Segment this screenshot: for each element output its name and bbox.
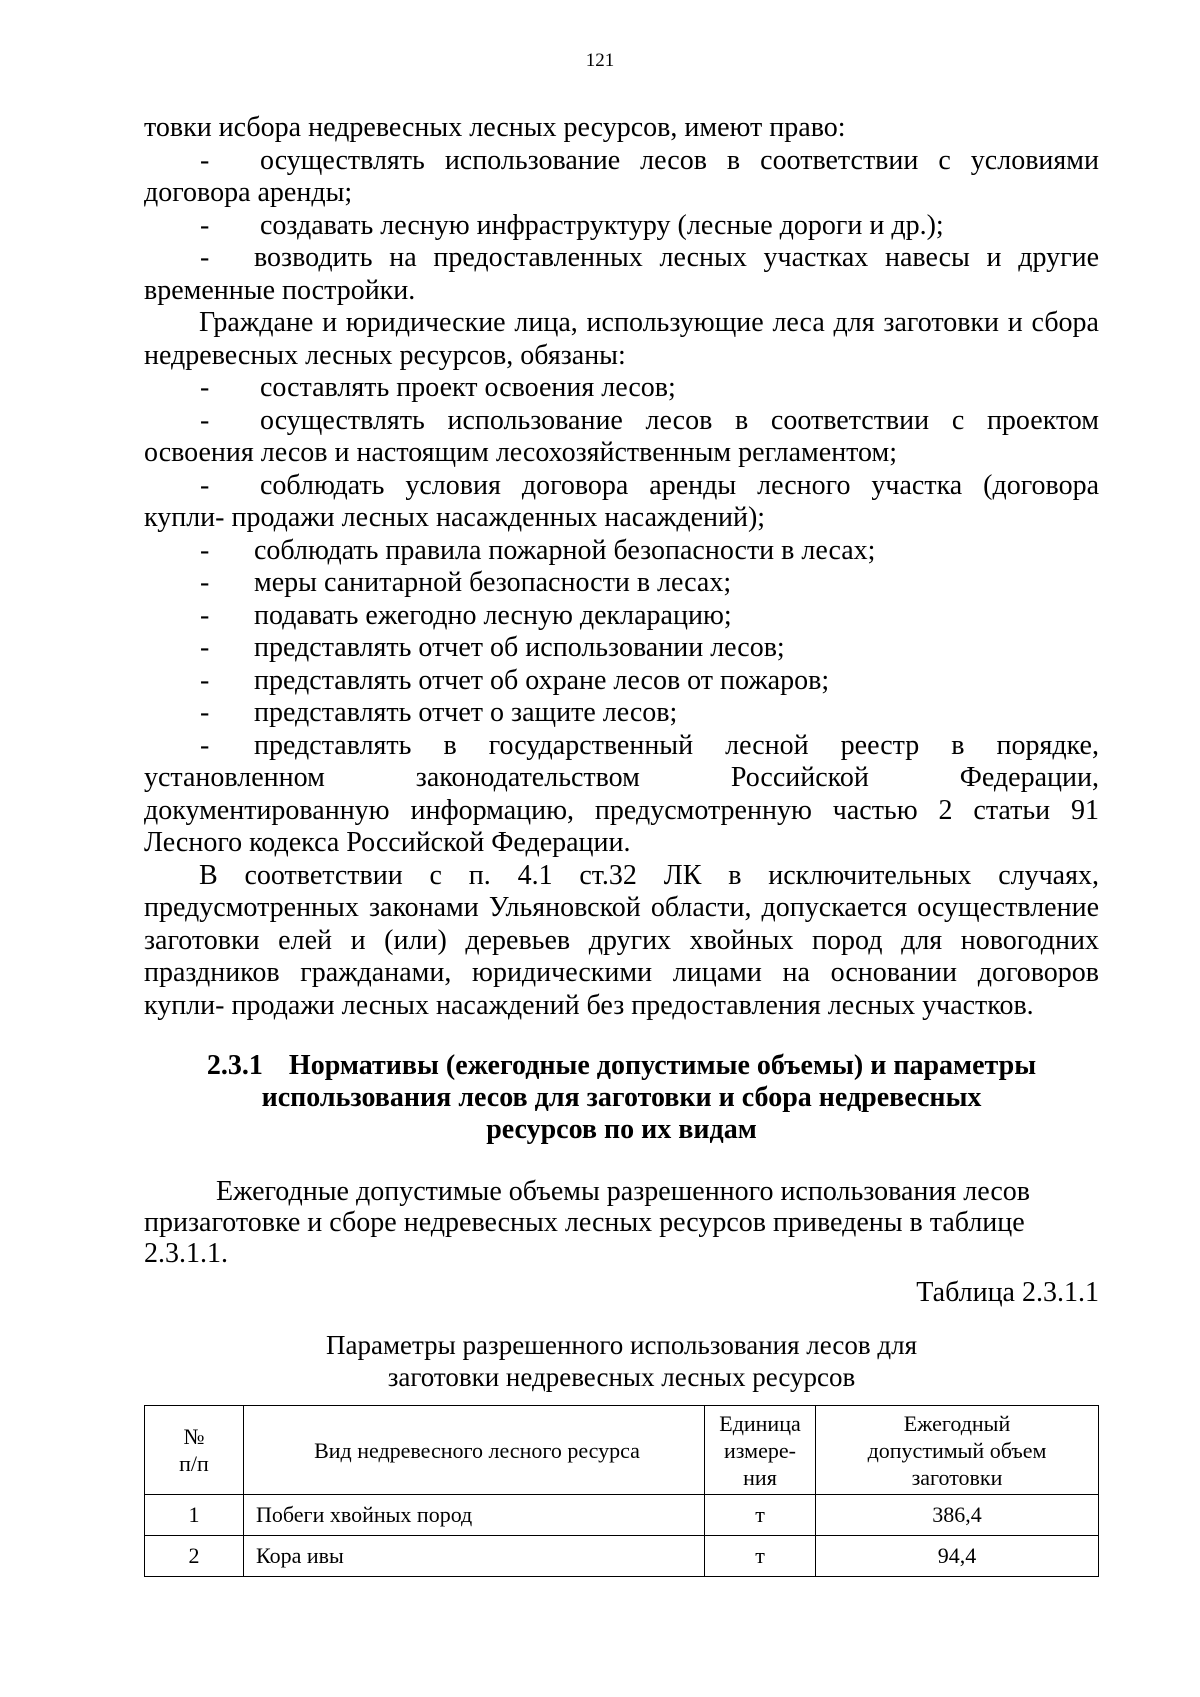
dash-bullet: -: [200, 144, 210, 176]
table-label: Таблица 2.3.1.1: [916, 1277, 1099, 1308]
cell-volume: 386,4: [816, 1495, 1099, 1536]
dash-bullet: -: [200, 242, 210, 273]
dash-bullet: -: [200, 632, 210, 663]
list-item: - осуществлять использование лесов в соответствии с проектом освоения лесов и настоящим лесохозяйственным регламентом;: [144, 404, 1099, 468]
dash-bullet: -: [200, 729, 210, 761]
list-item: - соблюдать правила пожарной безопасности в лесах;: [200, 534, 876, 566]
table-row: [145, 1536, 1099, 1577]
cell-unit: т: [705, 1495, 816, 1536]
table-header-row: [145, 1406, 1099, 1495]
list-item: - составлять проект освоения лесов;: [200, 372, 676, 403]
table-title: Параметры разрешенного использования лесов для заготовки недревесных лесных ресурсов: [325, 1330, 918, 1392]
header-unit: Единица измере- ния: [705, 1406, 816, 1495]
header-resource-type: Вид недревесного лесного ресурса: [244, 1406, 705, 1495]
cell-num: 2: [145, 1536, 244, 1577]
cell-unit: т: [705, 1536, 816, 1577]
list-item: - осуществлять использование лесов в соответствии с условиями договора аренды;: [144, 144, 1099, 208]
dash-bullet: -: [200, 534, 210, 566]
list-item: - подавать ежегодно лесную декларацию;: [200, 599, 732, 631]
header-annual-volume: Ежегодный допустимый объем заготовки: [816, 1406, 1099, 1495]
dash-bullet: -: [200, 404, 210, 436]
obligations-intro: Граждане и юридические лица, использующие леса для заготовки и сбора недревесных лесных ресурсов, обязаны:: [144, 307, 1099, 371]
dash-bullet: -: [200, 567, 210, 598]
list-item: - создавать лесную инфраструктуру (лесные дороги и др.);: [200, 209, 944, 241]
list-item: - соблюдать условия договора аренды лесного участка (договора купли- продажи лесных насажденных насаждений);: [144, 469, 1099, 533]
page-number: 121: [585, 50, 615, 71]
dash-bullet: -: [200, 664, 210, 696]
table-row: [145, 1495, 1099, 1536]
header-num: № п/п: [145, 1406, 244, 1495]
dash-bullet: -: [200, 599, 210, 631]
section-number: 2.3.1: [206, 1050, 263, 1081]
cell-resource-type: Побеги хвойных пород: [244, 1495, 705, 1536]
list-item: - представлять отчет о защите лесов;: [200, 697, 678, 728]
dash-bullet: -: [200, 469, 210, 501]
cell-num: 1: [145, 1495, 244, 1536]
list-item: - меры санитарной безопасности в лесах;: [200, 567, 732, 598]
parameters-table: [144, 1405, 1099, 1577]
document-body: [144, 112, 1099, 1577]
section-heading: 2.3.1 Нормативы (ежегодные допустимые объемы) и параметры использования лесов для заготовки и сбора недревесных ресурсов по их видам: [206, 1050, 1037, 1145]
paragraph-continuation: товки исбора недревесных лесных ресурсов, имеют право:: [144, 112, 846, 143]
cell-volume: 94,4: [816, 1536, 1099, 1577]
exception-paragraph: В соответствии с п. 4.1 ст.32 ЛК в исключительных случаях, предусмотренных законами Ульяновской области, допускается осуществление заготовки елей и (или) деревьев других хвойных пород для новогодних праздников гражданами, юридическими лицами на основании договоров купли- продажи лесных насаждений без предоставления лесных участков.: [144, 859, 1099, 1021]
list-item: - возводить на предоставленных лесных участках навесы и другие временные постройки.: [144, 242, 1099, 306]
list-item: - представлять отчет об охране лесов от пожаров;: [200, 664, 830, 696]
list-item: - представлять отчет об использовании лесов;: [200, 632, 785, 663]
cell-resource-type: Кора ивы: [244, 1536, 705, 1577]
list-item: - представлять в государственный лесной реестр в порядке, установленном законодательством Российской Федерации, документированную информацию, предусмотренную частью 2 статьи 91 Лесного кодекса Российской Федерации.: [144, 729, 1099, 858]
dash-bullet: -: [200, 697, 210, 728]
table-intro-paragraph: Ежегодные допустимые объемы разрешенного использования лесов призаготовке и сборе недревесных лесных ресурсов приведены в таблице 2.3.1.1.: [144, 1176, 1030, 1269]
dash-bullet: -: [200, 372, 210, 403]
dash-bullet: -: [200, 209, 210, 241]
